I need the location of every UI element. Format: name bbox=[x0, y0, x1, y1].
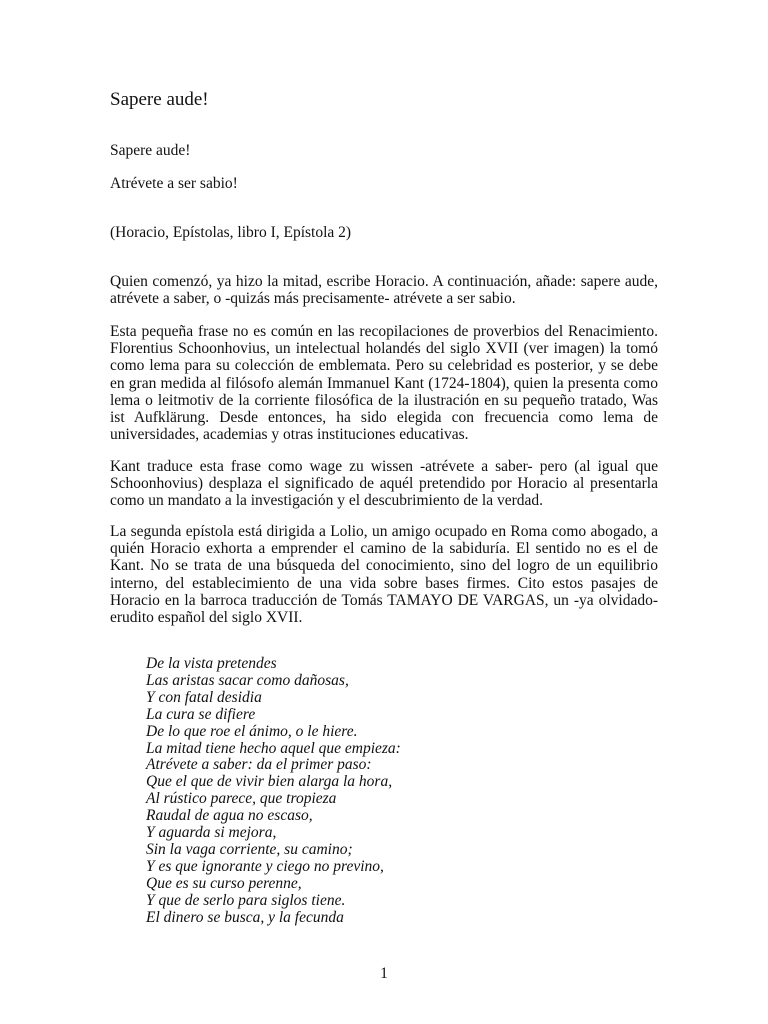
verse-line: Sin la vaga corriente, su camino; bbox=[146, 840, 353, 858]
intro-line-2: Atrévete a ser sabio! bbox=[110, 175, 238, 192]
document-title: Sapere aude! bbox=[110, 89, 209, 110]
verse-line: De lo que roe el ánimo, o le hiere. bbox=[146, 722, 358, 740]
paragraph-1: Quien comenzó, ya hizo la mitad, escribe Horacio. A continuación, añade: sapere aude, atrévete a saber, o -quizás más precisamente- atrévete a ser sabio. bbox=[110, 273, 658, 308]
verse-line: Las aristas sacar como dañosas, bbox=[146, 671, 349, 689]
intro-line-1: Sapere aude! bbox=[110, 142, 191, 159]
verse-block bbox=[146, 656, 401, 927]
verse-line: Y aguarda si mejora, bbox=[146, 824, 277, 842]
paragraph-2: Esta pequeña frase no es común en las recopilaciones de proverbios del Renacimiento. Florentius Schoonhovius, un intelectual holandés del siglo XVII (ver imagen) la tomó como lema para su colección de emblemata. Pero su celebridad es posterior, y se debe en gran medida al filósofo alemán Immanuel Kant (1724-1804), quien la presenta como lema o leitmotiv de la corriente filosófica de la ilustración en su pequeño tratado, Was ist Aufklärung. Desde entonces, ha sido elegida con frecuencia como lema de universidades, academias y otras instituciones educativas. bbox=[110, 323, 658, 444]
verse-line: Y que de serlo para siglos tiene. bbox=[146, 891, 346, 909]
page-number: 1 bbox=[380, 965, 388, 982]
verse-line: Raudal de agua no escaso, bbox=[146, 807, 313, 825]
verse-line: Y es que ignorante y ciego no previno, bbox=[146, 857, 384, 875]
verse-line: Al rústico parece, que tropieza bbox=[146, 790, 337, 808]
verse-line: Que el que de vivir bien alarga la hora, bbox=[146, 773, 393, 791]
verse-line: De la vista pretendes bbox=[146, 655, 277, 672]
verse-line: El dinero se busca, y la fecunda bbox=[146, 908, 344, 926]
paragraph-4: La segunda epístola está dirigida a Lolio, un amigo ocupado en Roma como abogado, a quién Horacio exhorta a emprender el camino de la sabiduría. El sentido no es el de Kant. No se trata de una búsqueda del conocimiento, sino del logro de un equilibrio interno, del establecimiento de una vida sobre bases firmes. Cito estos pasajes de Horacio en la barroca traducción de Tomás TAMAYO DE VARGAS, un -ya olvidado- erudito español del siglo XVII. bbox=[110, 523, 658, 627]
verse-line: Atrévete a saber: da el primer paso: bbox=[146, 756, 372, 774]
verse-line: Y con fatal desidia bbox=[146, 688, 262, 706]
citation: (Horacio, Epístolas, libro I, Epístola 2) bbox=[110, 224, 352, 241]
verse-line: La mitad tiene hecho aquel que empieza: bbox=[146, 739, 401, 757]
verse-line: Que es su curso perenne, bbox=[146, 874, 302, 892]
verse-line: La cura se difiere bbox=[146, 705, 256, 723]
paragraph-3: Kant traduce esta frase como wage zu wissen -atrévete a saber- pero (al igual que Schoonhovius) desplaza el significado de aquél pretendido por Horacio al presentarla como un mandato a la investigación y el descubrimiento de la verdad. bbox=[110, 458, 658, 510]
